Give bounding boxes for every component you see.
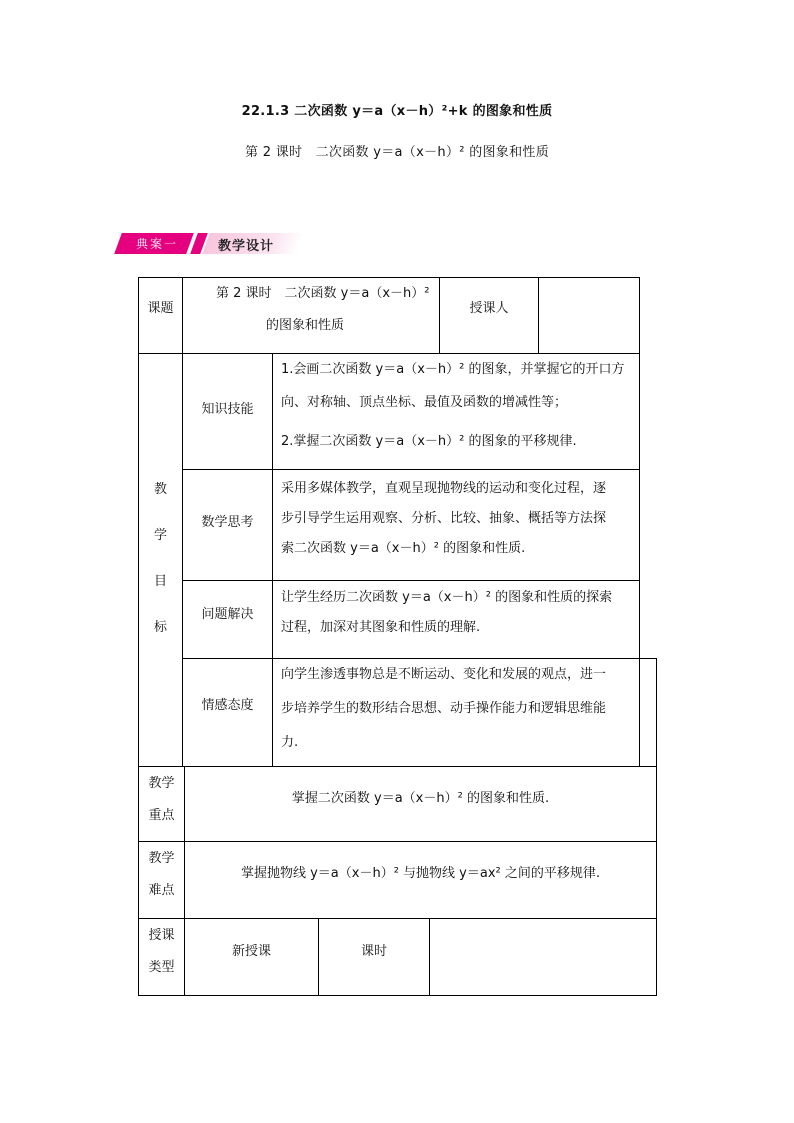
table-rule (538, 277, 539, 353)
table-rule (138, 841, 657, 842)
type-value: 新授课 (231, 944, 271, 959)
objective-line: 力. (281, 735, 299, 750)
table-rule (182, 469, 640, 470)
key-point-label-line: 教学 (148, 776, 175, 791)
objective-line: 步引导学生运用观察、分析、比较、抽象、概括等方法探 (281, 511, 607, 526)
objective-text-problem (281, 583, 637, 643)
key-point-label (139, 768, 184, 832)
hours-label: 课时 (360, 944, 387, 959)
table-rule (656, 658, 657, 996)
objective-label-attitude: 情感态度 (201, 698, 254, 713)
type-label-line: 类型 (148, 960, 175, 975)
difficulty-text: 掌握抛物线 y＝a（x－h）² 与抛物线 y＝ax² 之间的平移规律. (240, 866, 601, 881)
table-rule (182, 580, 640, 581)
objective-line: 过程，加深对其图象和性质的理解. (281, 620, 481, 635)
difficulty-label-line: 教学 (148, 851, 175, 866)
objective-text-attitude (281, 658, 637, 760)
objective-line: 让学生经历二次函数 y＝a（x－h）² 的图象和性质的探索 (281, 590, 613, 605)
objectives-label-char: 教 (153, 482, 167, 497)
topic-line: 的图象和性质 (266, 318, 345, 333)
objectives-label-char: 标 (153, 620, 167, 635)
teacher-label: 授课人 (469, 301, 509, 316)
table-rule (138, 918, 657, 919)
objective-line: 向学生渗透事物总是不断运动、变化和发展的观点，进一 (281, 667, 607, 682)
page-title: 22.1.3 二次函数 y＝a（x－h）²+k 的图象和性质 (241, 104, 553, 119)
objectives-label-char: 目 (153, 574, 167, 589)
objective-line: 向、对称轴、顶点坐标、最值及函数的增减性等； (281, 395, 568, 410)
topic-label: 课题 (147, 301, 174, 316)
objective-line: 采用多媒体教学，直观呈现抛物线的运动和变化过程，逐 (281, 481, 607, 496)
objective-line: 索二次函数 y＝a（x－h）² 的图象和性质. (281, 541, 526, 556)
table-rule (639, 277, 640, 766)
objective-text-thinking (281, 474, 637, 564)
key-point-label-line: 重点 (148, 808, 175, 823)
objective-label-problem: 问题解决 (201, 607, 254, 622)
objectives-label (139, 478, 182, 662)
key-point-text: 掌握二次函数 y＝a（x－h）² 的图象和性质. (291, 791, 550, 806)
banner-title: 教学设计 (218, 239, 275, 254)
banner-label: 典案一 (136, 237, 179, 251)
difficulty-label (139, 843, 184, 907)
objective-line: 步培养学生的数形结合思想、动手操作能力和逻辑思维能 (281, 701, 607, 716)
table-rule (272, 353, 273, 766)
type-label (139, 920, 184, 984)
topic-line: 第 2 课时 二次函数 y＝a（x－h）² (216, 286, 430, 301)
table-rule (138, 766, 657, 767)
page-subtitle: 第 2 课时 二次函数 y＝a（x－h）² 的图象和性质 (244, 145, 549, 160)
difficulty-label-line: 难点 (148, 883, 175, 898)
objectives-label-char: 学 (153, 528, 167, 543)
objective-line: 2.掌握二次函数 y＝a（x－h）² 的图象的平移规律. (281, 434, 577, 449)
type-label-line: 授课 (148, 928, 175, 943)
table-rule (429, 918, 430, 995)
topic-value (216, 278, 438, 342)
objective-line: 1.会画二次函数 y＝a（x－h）² 的图象，并掌握它的开口方 (281, 362, 625, 377)
section-banner (118, 233, 300, 254)
objective-label-thinking: 数学思考 (201, 515, 254, 530)
objective-label-knowledge: 知识技能 (201, 402, 254, 417)
table-rule (138, 995, 657, 996)
objective-text-knowledge (281, 353, 637, 458)
